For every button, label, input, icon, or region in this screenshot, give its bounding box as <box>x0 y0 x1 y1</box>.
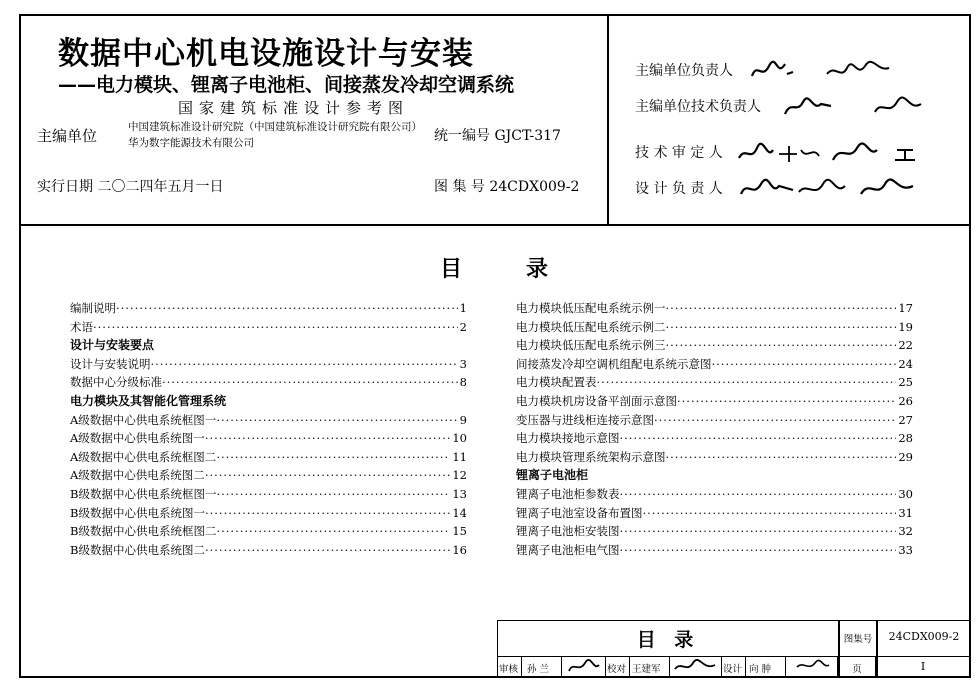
toc-entry-label: 锂离子电池柜 <box>516 468 589 483</box>
responsible-role: 设 计 负 责 人 <box>635 181 723 197</box>
toc-leader-dots <box>205 541 450 560</box>
toc-entry <box>70 373 467 392</box>
toc-entry-page: 30 <box>898 486 913 501</box>
toc-entry <box>516 448 913 467</box>
implementation-date: 实行日期 二〇二四年五月一日 <box>37 179 224 195</box>
toc-leader-dots <box>151 355 458 374</box>
org-names <box>128 119 422 151</box>
toc-entry-page: 31 <box>898 505 913 520</box>
toc-column-right <box>516 299 913 559</box>
responsible-row <box>635 140 927 166</box>
toc-entry <box>516 299 913 318</box>
toc-entry <box>70 355 467 374</box>
toc-entry-label: 电力模块低压配电系统示例一 <box>516 301 666 315</box>
toc-entry-label: 设计与安装说明 <box>70 356 151 371</box>
document-subtitle: ——电力模块、锂离子电池柜、间接蒸发冷却空调系统 <box>58 74 515 96</box>
title-block-title: 目 录 <box>636 629 700 651</box>
design-signature <box>793 659 833 675</box>
toc-entry-page: 26 <box>898 393 913 408</box>
toc-entry <box>70 318 467 337</box>
toc-entry-page: 12 <box>452 468 467 483</box>
toc-leader-dots <box>654 411 896 430</box>
toc-entry <box>70 448 467 467</box>
title-block-sign-row <box>497 656 971 678</box>
toc-entry-label: 电力模块管理系统架构示意图 <box>516 449 666 464</box>
toc-entry <box>516 373 913 392</box>
toc-leader-dots <box>116 299 458 318</box>
toc-entry-label: 锂离子电池室设备布置图 <box>516 505 643 520</box>
toc-entry-page: 32 <box>898 524 913 539</box>
toc-leader-dots <box>643 504 897 523</box>
document-title: 数据中心机电设施设计与安装 <box>58 36 474 72</box>
toc-entry-label: 电力模块接地示意图 <box>516 431 620 446</box>
toc-leader-dots <box>597 373 897 392</box>
toc-entry-page: 10 <box>452 431 467 446</box>
toc-section-heading <box>70 392 467 411</box>
responsible-row <box>635 176 927 202</box>
toc-entry <box>516 429 913 448</box>
toc-column-left <box>70 299 467 559</box>
toc-entry <box>70 429 467 448</box>
toc-leader-dots <box>620 485 897 504</box>
atlas-label: 图集号 <box>843 634 873 645</box>
toc-entry-page: 9 <box>459 412 467 427</box>
reference-label: 国家建筑标准设计参考图 <box>178 99 410 117</box>
toc-entry <box>70 541 467 560</box>
toc-entry <box>516 485 913 504</box>
toc-entry <box>70 485 467 504</box>
responsible-row <box>635 94 935 120</box>
review-signature <box>567 659 601 675</box>
toc-entry-page: 15 <box>452 524 467 539</box>
toc-leader-dots <box>620 541 897 560</box>
toc-entry-page: 1 <box>459 301 467 315</box>
check-signature <box>673 659 717 675</box>
toc-entry <box>70 466 467 485</box>
toc-leader-dots <box>677 392 896 411</box>
toc-leader-dots <box>205 466 451 485</box>
toc-entry-label: A级数据中心供电系统框图二 <box>70 449 217 464</box>
toc-leader-dots <box>620 522 897 541</box>
toc-entry-label: 锂离子电池柜参数表 <box>516 486 620 501</box>
unified-number: 统一编号 GJCT-317 <box>434 128 561 144</box>
toc-entry-label: 电力模块配置表 <box>516 375 597 390</box>
toc-entry-page: 25 <box>898 375 913 390</box>
toc-entry <box>70 504 467 523</box>
toc-entry-page: 28 <box>898 431 913 446</box>
org-label: 主编单位 <box>37 127 98 145</box>
toc-leader-dots <box>666 318 897 337</box>
toc-entry <box>70 299 467 318</box>
toc-entry-page: 27 <box>898 412 913 427</box>
check-label: 校对 <box>607 664 627 675</box>
toc-leader-dots <box>93 318 458 337</box>
toc-entry-label: 电力模块机房设备平剖面示意图 <box>516 393 677 408</box>
toc-entry-label: 电力模块低压配电系统示例三 <box>516 338 666 353</box>
design-name: 向 肿 <box>749 664 772 675</box>
toc-entry-label: 变压器与进线柜连接示意图 <box>516 412 654 427</box>
review-name: 孙 兰 <box>527 664 550 675</box>
toc-entry-page: 14 <box>452 505 467 520</box>
toc-entry <box>516 392 913 411</box>
toc-entry <box>516 522 913 541</box>
toc-entry-label: B级数据中心供电系统图二 <box>70 542 205 557</box>
toc-leader-dots <box>205 429 451 448</box>
toc-leader-dots <box>205 504 450 523</box>
toc-entry <box>70 411 467 430</box>
toc-entry-label: 电力模块及其智能化管理系统 <box>70 393 227 408</box>
signature <box>775 94 935 120</box>
toc-leader-dots <box>620 429 897 448</box>
toc-heading-right: 录 <box>526 256 551 282</box>
responsible-role: 主编单位负责人 <box>635 63 733 79</box>
toc-entry-page: 11 <box>452 449 467 464</box>
toc-entry-page: 19 <box>898 319 913 334</box>
toc-entry-label: 数据中心分级标准 <box>70 375 162 390</box>
atlas-number: 图 集 号 24CDX009-2 <box>434 179 580 195</box>
toc-section-heading <box>516 466 913 485</box>
toc-entry-label: 电力模块低压配电系统示例二 <box>516 319 666 334</box>
toc-entry <box>516 355 913 374</box>
toc-entry-label: B级数据中心供电系统框图二 <box>70 524 217 539</box>
toc-leader-dots <box>666 336 897 355</box>
toc-entry-page: 22 <box>898 338 913 353</box>
toc-entry-page: 24 <box>898 356 913 371</box>
toc-entry-label: A级数据中心供电系统框图一 <box>70 412 217 427</box>
toc-entry-label: 编制说明 <box>70 301 116 315</box>
review-label: 审核 <box>499 664 519 675</box>
toc-entry-label: 锂离子电池柜电气图 <box>516 542 620 557</box>
toc-entry <box>516 336 913 355</box>
responsible-role: 技 术 审 定 人 <box>635 145 723 161</box>
toc-leader-dots <box>712 355 897 374</box>
toc-entry-label: A级数据中心供电系统图一 <box>70 431 205 446</box>
toc-section-heading <box>70 336 467 355</box>
atlas-value: 24CDX009-2 <box>888 630 960 643</box>
toc-leader-dots <box>216 411 457 430</box>
org-name-1: 中国建筑标准设计研究院（中国建筑标准设计研究院有限公司） <box>128 121 422 133</box>
toc-heading-left: 目 <box>440 256 465 282</box>
toc-leader-dots <box>216 448 450 467</box>
toc-entry-label: B级数据中心供电系统图一 <box>70 505 205 520</box>
responsible-role: 主编单位技术负责人 <box>635 99 761 115</box>
toc-entry <box>516 541 913 560</box>
toc-entry-label: B级数据中心供电系统框图一 <box>70 486 217 501</box>
toc-entry-page: 8 <box>459 375 467 390</box>
design-label: 设计 <box>723 664 743 675</box>
toc-entry <box>70 522 467 541</box>
toc-entry-page: 33 <box>898 542 913 557</box>
toc-entry-label: 设计与安装要点 <box>70 338 155 353</box>
toc-entry-page: 13 <box>452 486 467 501</box>
toc-entry-page: 16 <box>452 542 467 557</box>
toc-leader-dots <box>162 373 458 392</box>
toc-entry-label: 术语 <box>70 319 93 334</box>
toc-entry-label: 间接蒸发冷却空调机组配电系统示意图 <box>516 356 712 371</box>
toc-leader-dots <box>216 522 450 541</box>
toc-entry <box>516 318 913 337</box>
check-name: 王建军 <box>632 664 661 675</box>
toc-entry <box>516 504 913 523</box>
responsible-row <box>635 58 897 84</box>
org-name-2: 华为数字能源技术有限公司 <box>128 137 254 149</box>
page-value: I <box>920 660 926 673</box>
toc-entry <box>516 411 913 430</box>
toc-entry-page: 29 <box>898 449 913 464</box>
signature <box>737 176 927 202</box>
toc-leader-dots <box>216 485 450 504</box>
toc-entry-page: 2 <box>459 319 467 334</box>
toc-entry-label: A级数据中心供电系统图二 <box>70 468 205 483</box>
toc-entry-label: 锂离子电池柜安装图 <box>516 524 620 539</box>
toc-leader-dots <box>666 448 897 467</box>
toc-entry-page: 3 <box>459 356 467 371</box>
signature <box>747 58 897 84</box>
page-label: 页 <box>852 664 862 675</box>
signature <box>737 140 927 166</box>
toc-leader-dots <box>666 299 897 318</box>
toc-entry-page: 17 <box>898 301 913 315</box>
